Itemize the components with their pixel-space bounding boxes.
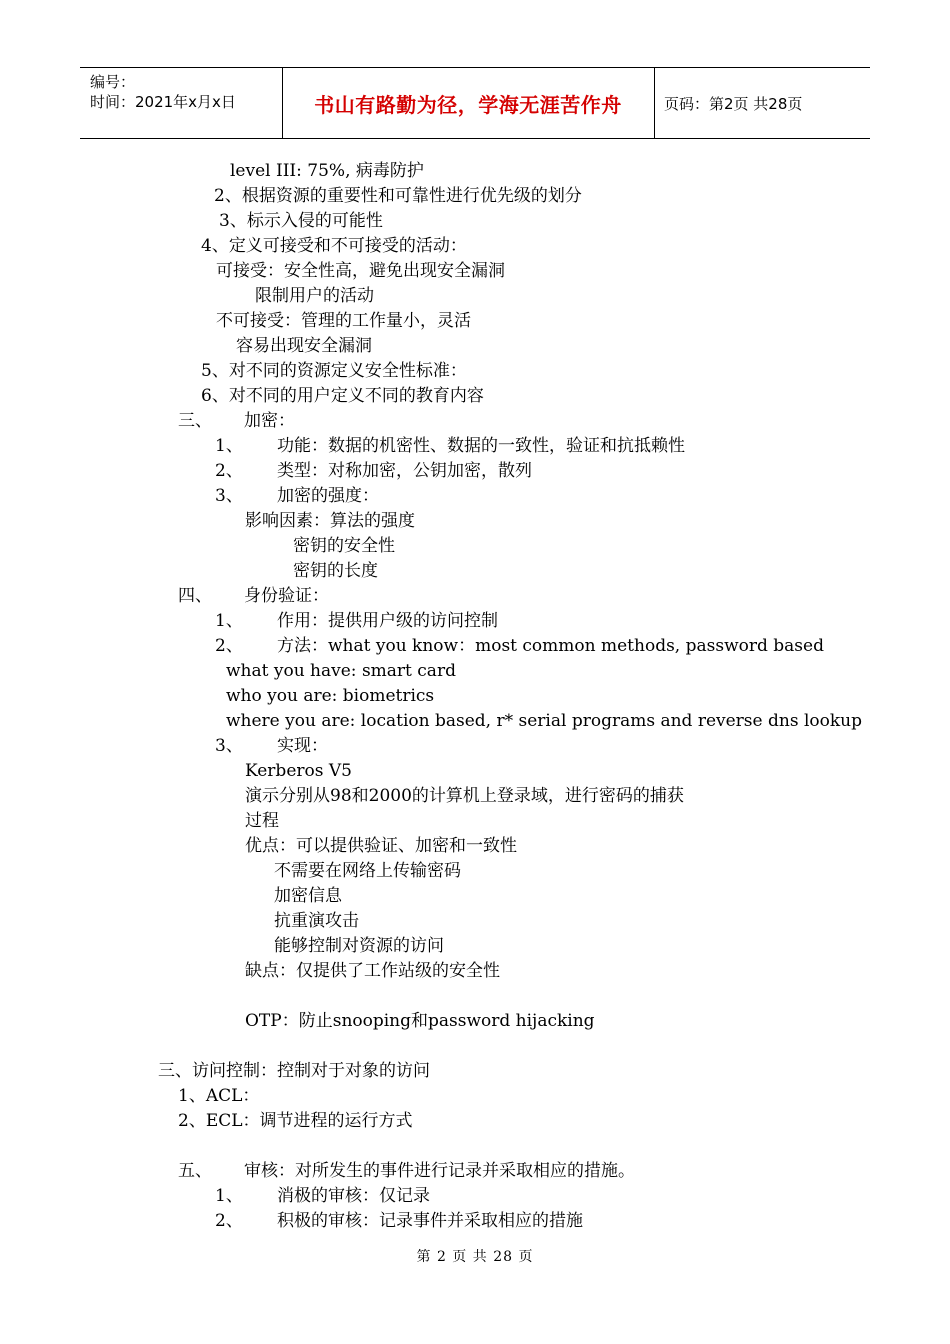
list-item <box>215 610 498 632</box>
item-text: 加密的强度： <box>277 486 379 506</box>
document-time: 时间：2021年x月x日 <box>90 93 236 111</box>
item-text: 方法：what you know：most common methods, password based <box>277 636 824 656</box>
text-line: 限制用户的活动 <box>255 286 374 306</box>
section-heading: 三、访问控制：控制对于对象的访问 <box>158 1061 430 1081</box>
header-divider <box>654 68 655 138</box>
section-title: 加密： <box>244 411 295 431</box>
section-number: 五、 <box>178 1161 212 1181</box>
section-number: 四、 <box>178 586 212 606</box>
section-heading <box>178 410 295 432</box>
list-item <box>215 1210 583 1232</box>
list-item <box>215 485 379 507</box>
item-text: 功能：数据的机密性、数据的一致性，验证和抗抵赖性 <box>277 436 685 456</box>
text-line: 不需要在网络上传输密码 <box>274 861 461 881</box>
text-line: where you are: location based, r* serial programs and reverse dns lookup <box>226 711 862 731</box>
text-line: 密钥的长度 <box>293 561 378 581</box>
text-line: 2、根据资源的重要性和可靠性进行优先级的划分 <box>214 186 582 206</box>
page-header <box>80 67 870 139</box>
section-title: 身份验证： <box>244 586 329 606</box>
item-text: 类型：对称加密，公钥加密，散列 <box>277 461 532 481</box>
header-page-info: 页码：第2页 共28页 <box>664 94 803 113</box>
list-item <box>215 435 685 457</box>
item-text: 实现： <box>277 736 328 756</box>
text-line: 缺点：仅提供了工作站级的安全性 <box>245 961 500 981</box>
text-line: 容易出现安全漏洞 <box>236 336 372 356</box>
text-line: 不可接受：管理的工作量小，灵活 <box>216 311 471 331</box>
list-item <box>215 1185 430 1207</box>
item-number: 2、 <box>215 636 243 656</box>
item-number: 1、 <box>215 611 243 631</box>
item-number: 2、 <box>215 461 243 481</box>
text-line: 1、ACL： <box>178 1086 260 1106</box>
text-line: 加密信息 <box>274 886 342 906</box>
item-number: 2、 <box>215 1211 243 1231</box>
text-line: 影响因素：算法的强度 <box>245 511 415 531</box>
item-number: 3、 <box>215 736 243 756</box>
text-line: level III: 75%, 病毒防护 <box>230 161 424 181</box>
text-line: Kerberos V5 <box>245 761 352 781</box>
item-text: 消极的审核：仅记录 <box>277 1186 430 1206</box>
text-line: 6、对不同的用户定义不同的教育内容 <box>201 386 484 406</box>
section-number: 三、 <box>178 411 212 431</box>
section-heading <box>178 1160 635 1182</box>
text-line: who you are: biometrics <box>226 686 435 706</box>
item-number: 1、 <box>215 1186 243 1206</box>
list-item <box>215 635 824 657</box>
item-number: 3、 <box>215 486 243 506</box>
text-line: 密钥的安全性 <box>293 536 395 556</box>
text-line: 4、定义可接受和不可接受的活动： <box>201 236 467 256</box>
text-line: 演示分别从98和2000的计算机上登录域，进行密码的捕获 <box>245 786 684 806</box>
header-meta <box>90 72 236 112</box>
text-line: 优点：可以提供验证、加密和一致性 <box>245 836 517 856</box>
text-line: 2、ECL：调节进程的运行方式 <box>178 1111 413 1131</box>
document-number-label: 编号： <box>90 73 136 91</box>
text-line: 5、对不同的资源定义安全性标准： <box>201 361 467 381</box>
text-line: 能够控制对资源的访问 <box>274 936 444 956</box>
text-line: 可接受：安全性高，避免出现安全漏洞 <box>216 261 505 281</box>
section-heading <box>178 585 329 607</box>
item-text: 作用：提供用户级的访问控制 <box>277 611 498 631</box>
list-item <box>215 460 532 482</box>
item-number: 1、 <box>215 436 243 456</box>
text-line: 过程 <box>245 811 279 831</box>
page-footer: 第 2 页 共 28 页 <box>416 1249 534 1265</box>
text-line: what you have: smart card <box>226 661 456 681</box>
list-item <box>215 735 328 757</box>
text-line: 抗重演攻击 <box>274 911 359 931</box>
section-title: 审核：对所发生的事件进行记录并采取相应的措施。 <box>244 1161 635 1181</box>
item-text: 积极的审核：记录事件并采取相应的措施 <box>277 1211 583 1231</box>
text-line: OTP：防止snooping和password hijacking <box>245 1011 595 1031</box>
text-line: 3、标示入侵的可能性 <box>219 211 383 231</box>
header-motto: 书山有路勤为径，学海无涯苦作舟 <box>314 92 622 117</box>
